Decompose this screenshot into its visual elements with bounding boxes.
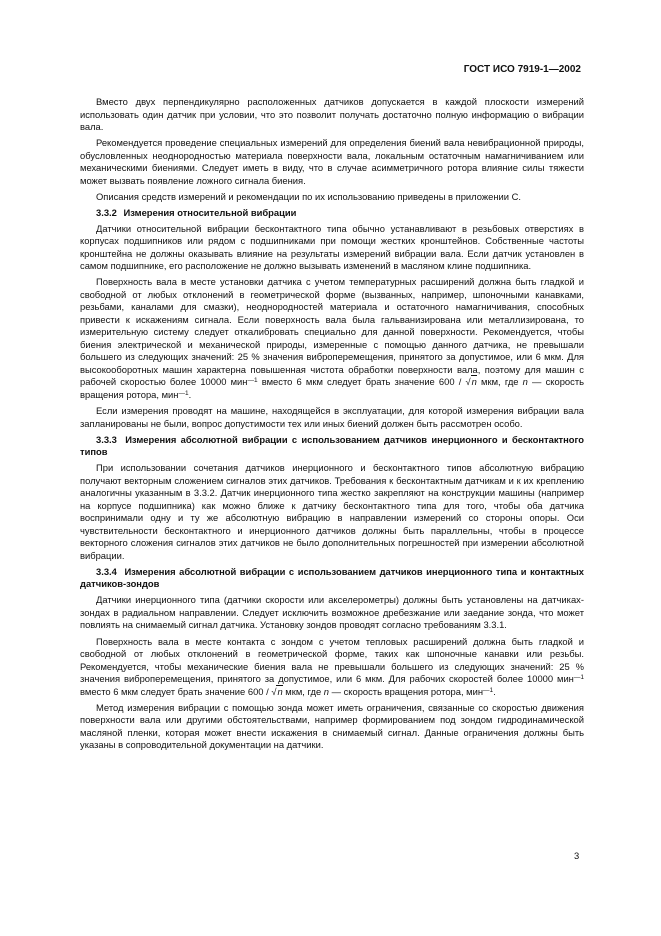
document-body — [80, 96, 584, 752]
section-heading-3-3-2 — [80, 207, 584, 220]
paragraph: Метод измерения вибрации с помощью зонда может иметь ограничения, связанные со скоростью движения поверхности вала или другими обстоятельствами, например формированием под зондом гидродинамической масляной пленки, которая может внести искажения в снимаемый сигнал. Данные ограничения должны быть указаны в сопроводительной документации на датчики. — [80, 701, 584, 751]
section-title: Измерения абсолютной вибрации с использованием датчиков инерционного типа и контактных датчиков-зондов — [80, 565, 584, 590]
paragraph: Датчики относительной вибрации бесконтактного типа обычно устанавливают в резьбовых отверстиях в корпусах подшипников или рядом с подшипниками при помощи жестких кронштейнов. Собственные частоты кронштейна не должны оказывать влияние на результаты измерений вибрации вала. Если датчик установлен в самом подшипнике, его расположение не должно вызывать изменений в масляном клине подшипника. — [80, 222, 584, 272]
paragraph: Датчики инерционного типа (датчики скорости или акселерометры) должны быть установлены на датчиках-зондах в радиальном направлении. Следует исключить возможное дребезжание или заедание зонда, что может повлиять на снимаемый сигнал датчика. Установку зондов проводят согласно требованиям 3.3.1. — [80, 594, 584, 631]
paragraph — [80, 636, 584, 699]
text-run: . — [493, 685, 496, 697]
text-run: мкм, где — [476, 376, 523, 388]
text-run: — скорость вращения ротора, мин — [329, 685, 484, 697]
standard-header: ГОСТ ИСО 7919-1—2002 — [463, 64, 581, 75]
variable-n: n — [323, 685, 329, 697]
section-title: Измерения относительной вибрации — [123, 206, 297, 218]
exponent: —1 — [573, 674, 584, 682]
section-number: 3.3.4 — [96, 565, 117, 577]
text-run: вместо 6 мкм следует брать значение 600 / — [257, 376, 466, 388]
paragraph: Описания средств измерений и рекомендации по их использованию приведены в приложении С. — [96, 190, 521, 202]
paragraph: Вместо двух перпендикулярно расположенных датчиков допускается в каждой плоскости измерений использовать один датчик при условии, что это позволит получать достаточно полную информацию о вибрации вала. — [80, 96, 584, 132]
exponent: —1 — [178, 389, 189, 397]
text-run: вместо 6 мкм следует брать значение 600 / — [80, 685, 272, 697]
sqrt-sign: √ — [271, 685, 277, 697]
exponent: —1 — [483, 686, 494, 694]
exponent: —1 — [247, 377, 258, 385]
variable-n: n — [522, 376, 528, 388]
paragraph: При использовании сочетания датчиков инерционного и бесконтактного типов абсолютную вибрацию получают векторным сложением сигналов этих датчиков. Требования к бесконтактным датчикам и к их креплению аналогичны указанным в 3.3.2. Датчик инерционного типа жестко закрепляют на конструкции машины (например на корпусе подшипника) как можно ближе к датчику бесконтактного типа для того, чтобы оба датчика воспринимали одну и ту же абсолютную вибрацию в направлении измерений со стороны опоры. Оси чувствительности бесконтактного и инерционного датчиков должны быть параллельны, чтобы в процессе векторного сложения сигналов этих датчиков не было дополнительных погрешностей при измерении абсолютной вибрации. — [80, 462, 584, 561]
variable-n: n — [471, 376, 477, 388]
sqrt-sign: √ — [465, 376, 471, 388]
section-heading-3-3-3 — [80, 434, 584, 459]
text-run: — скорость вращения ротора, мин — [80, 376, 584, 400]
section-title: Измерения абсолютной вибрации с использованием датчиков инерционного и бесконтактного типов — [80, 433, 584, 458]
text-run: . — [188, 388, 192, 400]
text-run: Поверхность вала в месте установки датчика с учетом температурных расширений должна быть гладкой и свободной от любых отклонений в геометрической форме (вызванных, например, шпоночными канавками, резьбами, каналами для смазки), неоднородностей материала и остаточного намагничивания, способных привести к искажениям сигнала. Если поверхность вала была гальванизирована или металлизирована, то измерительную систему следует откалибровать специально для данной поверхности. Рекомендуется, чтобы биения электрической и механической природы, измеренные с помощью данного датчика, не превышали большего из следующих значений: 25 % значения виброперемещения, принятого за допустимое, или 6 мкм. Для высокооборотных машин характерна повышенная чистота обработки поверхности вала, поэтому для машин с рабочей скоростью более 10000 мин — [80, 276, 584, 388]
paragraph: Если измерения проводят на машине, находящейся в эксплуатации, для которой измерения вибрации вала запланированы не были, вопрос допустимости тех или иных биений должен быть рассмотрен особо. — [80, 405, 584, 429]
text-run: Поверхность вала в месте контакта с зондом с учетом тепловых расширений должна быть гладкой и свободной от любых отклонений в геометрической форме, таких как шпоночные канавки или резьбы. Рекомендуется, чтобы механические биения вала не превышали большего из следующих значений: 25 % значения виброперемещения, принятого за допустимое, или 6 мкм. Для рабочих скоростей более 10000 мин — [80, 635, 584, 685]
section-number: 3.3.3 — [96, 433, 117, 445]
paragraph — [80, 276, 584, 401]
text-run: мкм, где — [282, 685, 324, 697]
page-number: 3 — [574, 850, 580, 861]
paragraph: Рекомендуется проведение специальных измерений для определения биений вала невибрационной природы, обусловленных неоднородностью материала поверхности вала, локальным остаточным намагничиванием или механическими биениями. Следует иметь в виду, что в случае асимметричного ротора влияние силы тяжести может вызвать появление ложного сигнала биения. — [80, 137, 584, 186]
variable-n: n — [277, 685, 283, 697]
section-number: 3.3.2 — [96, 206, 117, 218]
section-heading-3-3-4 — [80, 566, 584, 591]
